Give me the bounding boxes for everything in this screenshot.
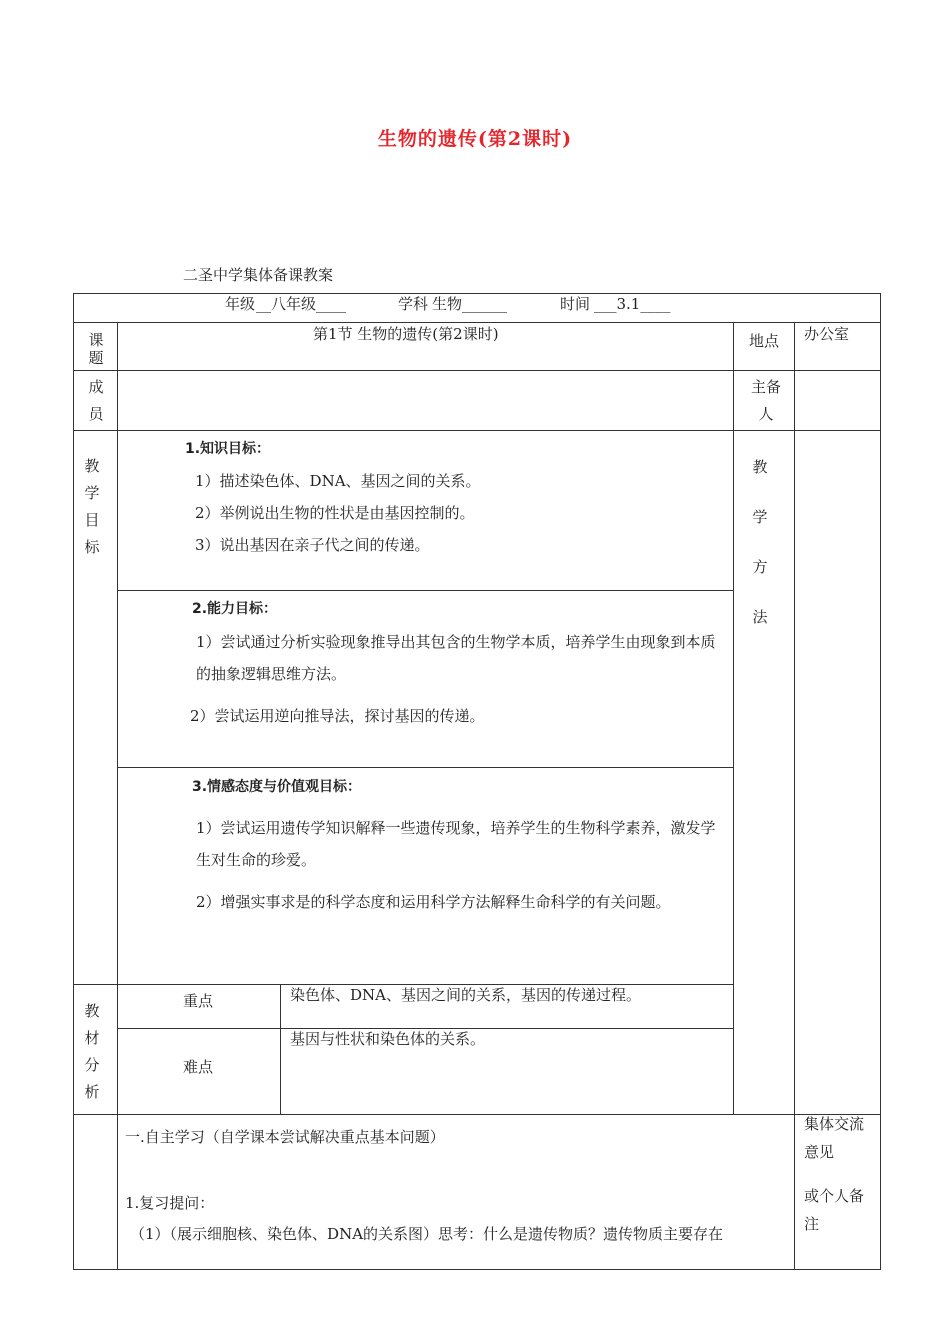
row-divider <box>117 767 734 768</box>
time-label: 时间 <box>560 295 591 313</box>
row-divider <box>73 322 881 323</box>
column-divider <box>117 322 118 1270</box>
ability-item: 2）尝试运用逆向推导法，探讨基因的传递。 <box>190 707 485 725</box>
column-divider <box>733 322 734 1114</box>
knowledge-item: 1）描述染色体、DNA、基因之间的关系。 <box>195 472 481 490</box>
column-divider <box>280 984 281 1114</box>
school-name: 二圣中学集体备课教案 <box>183 266 334 284</box>
column-divider <box>794 322 795 1270</box>
ability-heading: 2.能力目标： <box>192 601 278 617</box>
method-label: 教学方法 <box>752 458 768 626</box>
ability-item: 1）尝试通过分析实验现象推导出其包含的生物学本质，培养学生由现象到本质的抽象逻辑思维方法。 <box>196 633 716 683</box>
key-point-value: 染色体、DNA、基因之间的关系，基因的传递过程。 <box>290 986 641 1004</box>
section-heading: 一.自主学习（自学课本尝试解决重点基本问题） <box>125 1128 445 1146</box>
key-point-label: 重点 <box>183 992 214 1010</box>
objectives-label: 教学目标 <box>84 457 100 556</box>
time-value: ___3.1____ <box>594 295 671 313</box>
row-divider <box>73 430 881 431</box>
place-label: 地点 <box>749 332 780 350</box>
emotion-heading: 3.情感态度与价值观目标： <box>192 779 362 795</box>
grade-value: __八年级____ <box>256 295 347 313</box>
side-note: 集体交流意见 <box>804 1115 865 1161</box>
row-divider <box>73 1114 881 1115</box>
row-divider <box>73 370 881 371</box>
document-title: 生物的遗传(第2课时) <box>377 128 573 150</box>
place-value: 办公室 <box>804 325 850 343</box>
question-1: （1）（展示细胞核、染色体、DNA的关系图）思考：什么是遗传物质？遗传物质主要存在 <box>130 1225 724 1243</box>
emotion-item: 2）增强实事求是的科学态度和运用科学方法解释生命科学的有关问题。 <box>196 893 671 911</box>
row-divider <box>117 1028 734 1029</box>
row-divider <box>73 984 734 985</box>
difficult-point-label: 难点 <box>183 1058 214 1076</box>
knowledge-item: 3）说出基因在亲子代之间的传递。 <box>195 536 430 554</box>
review-heading: 1.复习提问： <box>125 1194 215 1212</box>
emotion-item: 1）尝试运用遗传学知识解释一些遗传现象，培养学生的生物科学素养，激发学生对生命的珍爱。 <box>196 819 716 869</box>
analysis-label: 教材分析 <box>84 1002 100 1101</box>
grade-label: 年级 <box>225 295 256 313</box>
members-label: 成员 <box>88 378 104 423</box>
lesson-title: 第1节 生物的遗传(第2课时) <box>313 325 499 343</box>
knowledge-heading: 1.知识目标： <box>185 441 271 457</box>
row-divider <box>117 590 734 591</box>
lead-preparer-label: 主备人 <box>750 378 781 423</box>
difficult-point-value: 基因与性状和染色体的关系。 <box>290 1030 486 1048</box>
subject-value: 生物______ <box>432 295 508 313</box>
lesson-label: 课题 <box>88 331 104 367</box>
knowledge-item: 2）举例说出生物的性状是由基因控制的。 <box>195 504 475 522</box>
side-note: 或个人备注 <box>804 1187 865 1233</box>
subject-label: 学科 <box>398 295 429 313</box>
